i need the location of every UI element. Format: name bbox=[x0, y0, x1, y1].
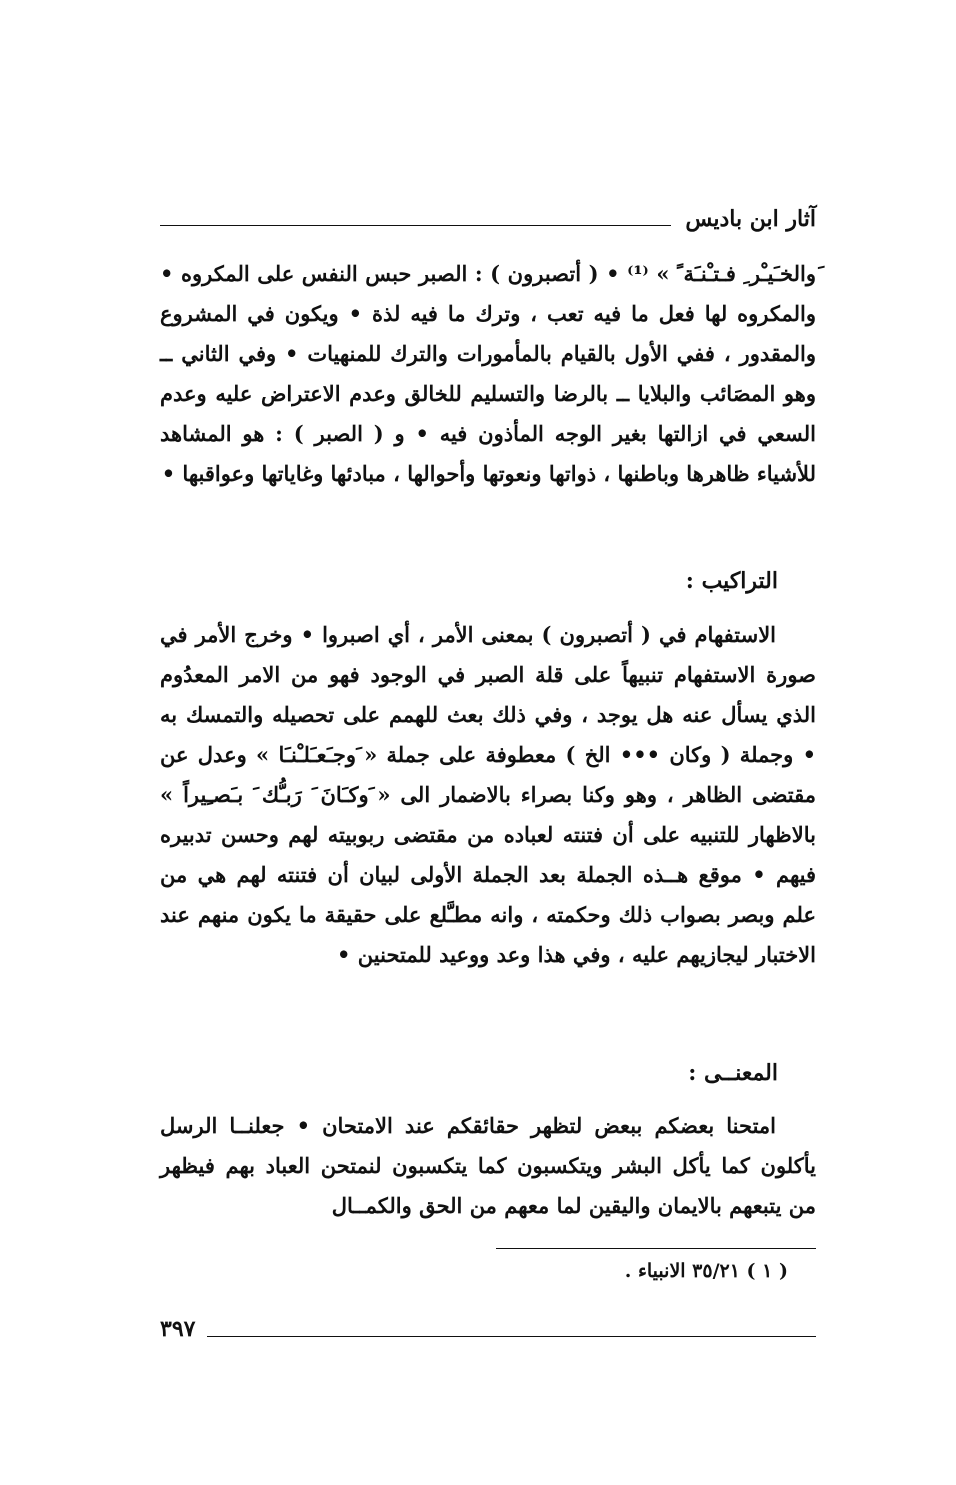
paragraph-tarakib: الاستفهام في ( أتصبرون ) بمعنى الأمر ، أي اصبروا • وخرج الأمر في صورة الاستفهام تنبيهاً على قلة الصبر في الوجود فهو من الامر المعدُوم الذي يسأل عنه هل يوجد ، وفي ذلك بعث للهمم على تحصيله والتمسك به • وجملة ( وكان ••• الخ ) معطوفة على جملة « َوجـَعـَلـْنـَا » وعدل عن مقتضى الظاهر ، وهو وكنا بصراء بالاضمار الى « َوكـَانَ َ رَبـُّك َ بـَصـِيراً » بالاظهار للتنبيه على أن فتنته لعباده من مقتضى ربوبيته لهم وحسن تدبيره فيهم • موقع هــذه الجملة بعد الجملة الأولى لبيان أن فتنته لهم هي من علم وبصر بصواب ذلك وحكمته ، وانه مطـَّلع على حقيقة ما يكون منهم عند الاختبار ليجازيهم عليه ، وفي هذا وعد ووعيد للمتحنين • bbox=[160, 622, 816, 967]
section-heading-tarakib: التراكيب : bbox=[685, 568, 778, 594]
footnote: ( ١ ) ٣٥/٢١ الانبياء . bbox=[624, 1260, 788, 1282]
footnote-rule bbox=[496, 1248, 816, 1249]
paragraph-maana: امتحنا بعضكم ببعض لتظهر حقائقكم عند الامتحان • جعلنــا الرسل يأكلون كما يأكل البشر ويتكسبون كما يتكسبون لنمتحن العباد بهم فيظهر من يتبعهم بالايمان واليقين لما معهم من الحق والكمــال bbox=[160, 1113, 816, 1218]
header-rule bbox=[160, 225, 671, 226]
section-heading-maana: المعنــى : bbox=[688, 1060, 778, 1086]
running-header bbox=[160, 206, 816, 232]
footer-rule bbox=[207, 1336, 816, 1337]
paragraph-definitions: َوالخـَيـْر ِ فـتـْنـَة ً » ⁽¹⁾ • ( أتصبرون ) : الصبر حبس النفس على المكروه • والمكروه لها فعل ما فيه تعب ، وترك ما فيه لذة • ويكون في المشروع والمقدور ، ففي الأول بالقيام بالمأمورات والترك للمنهيات • وفي الثاني ــ وهو المصَائب والبلايا ــ بالرضا والتسليم للخالق وعدم الاعتراض عليه وعدم السعي في ازالتها بغير الوجه المأذون فيه • و ( الصبر ) : هو المشاهد للأشياء ظاهرها وباطنها ، ذواتها ونعوتها وأحوالها ، مبادئها وغاياتها وعواقبها • bbox=[160, 261, 816, 486]
page-footer bbox=[160, 1316, 816, 1342]
running-header-title: آثار ابن باديس bbox=[685, 206, 816, 232]
page-number: ٣٩٧ bbox=[160, 1316, 196, 1342]
